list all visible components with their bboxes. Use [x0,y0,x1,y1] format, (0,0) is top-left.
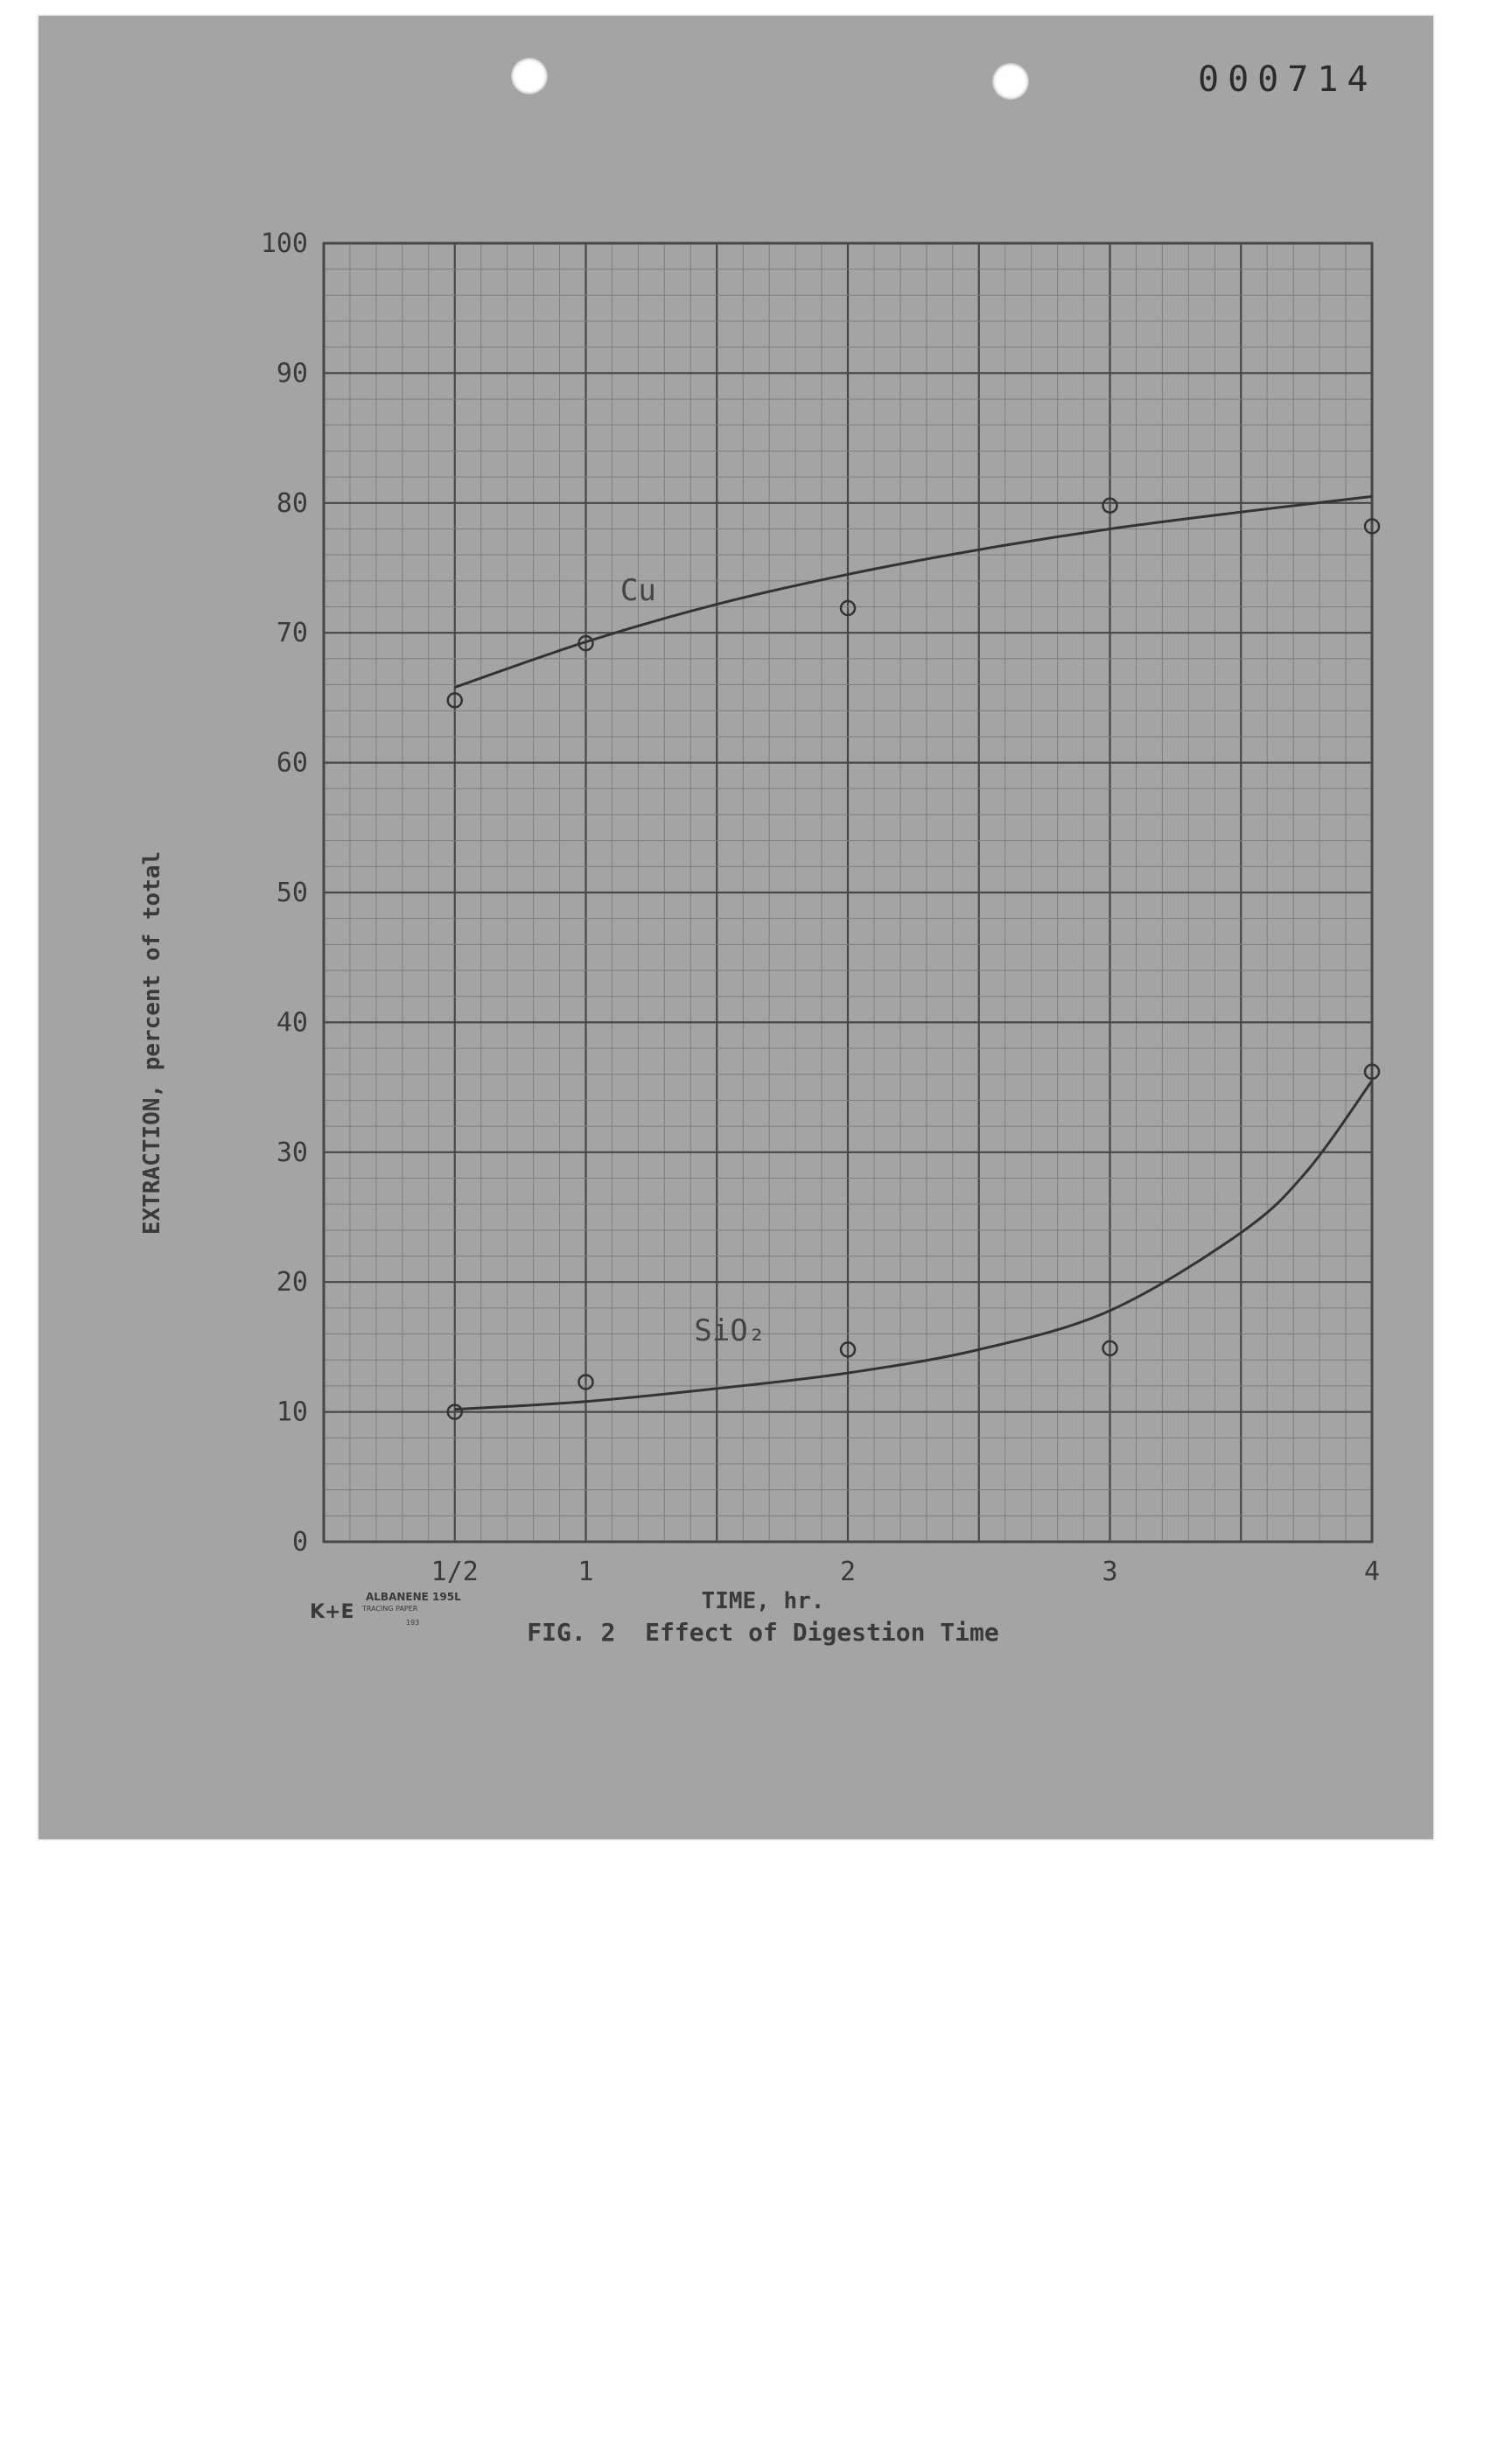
series-1 [448,1065,1379,1419]
series-label: SiO₂ [694,1312,766,1348]
chart-grid [324,243,1372,1542]
brand-name: ALBANENE 195L [366,1591,461,1603]
chart-title: FIG. 2 Effect of Digestion Time [527,1618,999,1647]
series-0 [448,496,1379,707]
brand-code: 193 [406,1619,420,1627]
y-tick-label: 60 [276,747,308,779]
brand-paper: TRACING PAPER [362,1605,418,1613]
x-tick-label: 1/2 [430,1557,479,1587]
document-number: 000714 [1198,60,1377,100]
x-axis-ticks [431,1557,1380,1587]
y-axis-ticks [261,228,308,1558]
y-tick-label: 70 [276,618,308,649]
x-tick-label: 1 [578,1557,594,1587]
x-tick-label: 4 [1363,1557,1381,1587]
x-tick-label: 3 [1102,1557,1118,1587]
y-tick-label: 0 [291,1527,308,1558]
y-tick-label: 80 [276,487,308,519]
y-tick-label: 30 [276,1137,308,1168]
y-tick-label: 50 [276,878,308,908]
y-tick-label: 90 [276,358,308,389]
x-axis-label: TIME, hr. [701,1588,825,1614]
y-tick-label: 10 [276,1396,308,1428]
y-axis-label: EXTRACTION, percent of total [139,850,165,1236]
x-tick-label: 2 [839,1557,857,1587]
brand-maker: K+E [310,1601,354,1623]
chart-series [448,496,1379,1418]
series-label: Cu [620,573,656,609]
y-tick-label: 20 [276,1267,308,1298]
y-tick-label: 100 [260,228,308,259]
y-tick-label: 40 [276,1007,308,1039]
